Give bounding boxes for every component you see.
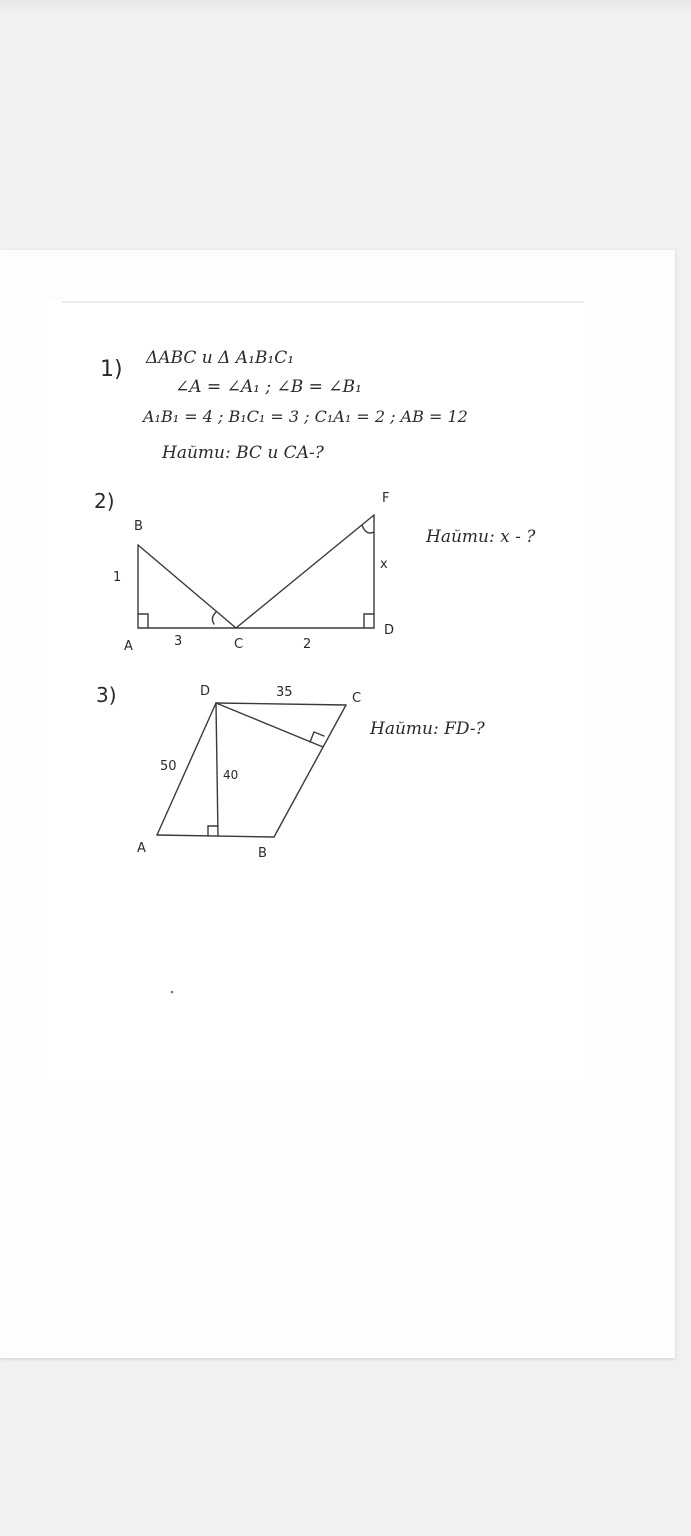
- label-ad-length: 50: [160, 759, 177, 774]
- label-b: B: [134, 519, 143, 534]
- problem1-line1: ΔABC и Δ A₁B₁C₁: [146, 348, 295, 368]
- problem1-line4: Найти: BC и CA-?: [162, 443, 324, 463]
- problem1-line2: ∠A = ∠A₁ ; ∠B = ∠B₁: [175, 377, 362, 397]
- problem1-line3: A₁B₁ = 4 ; B₁C₁ = 3 ; C₁A₁ = 2 ; AB = 12: [143, 407, 468, 426]
- label-a3: A: [137, 841, 146, 856]
- photo-canvas: [0, 250, 675, 1358]
- problem2-task: Найти: x - ?: [426, 527, 536, 547]
- label-d: D: [384, 623, 395, 638]
- problem2-number: 2): [94, 489, 115, 513]
- label-ac-length: 3: [174, 634, 183, 649]
- label-height-length: 40: [223, 768, 239, 782]
- top-status-band: [0, 0, 691, 12]
- label-c3: C: [352, 691, 362, 706]
- paper-speck: [171, 991, 174, 994]
- label-x: x: [380, 557, 388, 572]
- label-dc-length: 35: [276, 685, 293, 700]
- label-f: F: [382, 491, 390, 506]
- problem3-task: Найти: FD-?: [370, 719, 485, 739]
- label-d3: D: [200, 684, 211, 699]
- label-ab-length: 1: [113, 570, 122, 585]
- label-c: C: [234, 637, 244, 652]
- label-b3: B: [258, 846, 267, 861]
- label-cd-length: 2: [303, 637, 312, 652]
- homework-photo[interactable]: [0, 250, 675, 1358]
- problem3-number: 3): [96, 683, 117, 707]
- label-a: A: [124, 639, 133, 654]
- problem1-number: 1): [100, 357, 123, 382]
